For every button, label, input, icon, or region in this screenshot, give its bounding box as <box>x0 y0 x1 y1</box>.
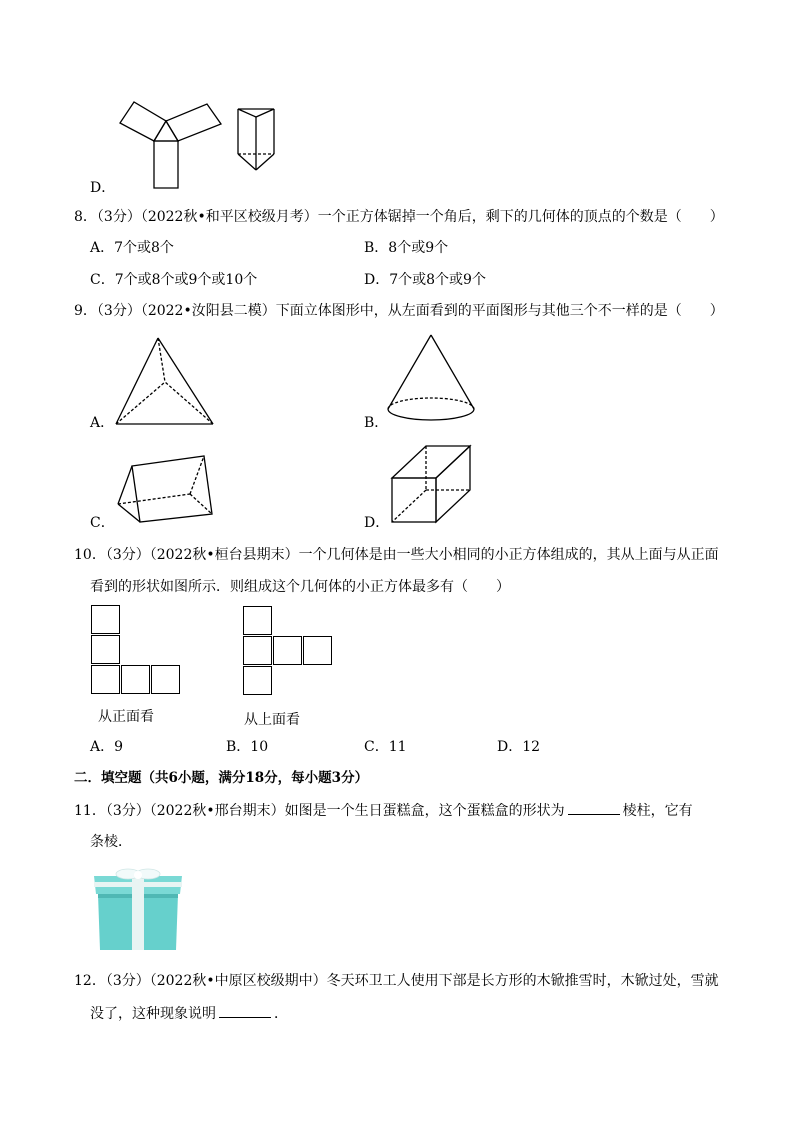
front-view-cell <box>91 635 120 664</box>
section-2-title: 二．填空题（共6小题，满分18分，每小题3分） <box>74 770 369 786</box>
front-view-cell <box>91 665 120 694</box>
q9-option-b-cone-figure <box>385 333 477 425</box>
q10-front-view-caption: 从正面看 <box>98 709 154 725</box>
q10-top-view-grid <box>243 606 334 697</box>
q10-stem-line2: 看到的形状如图所示．则组成这个几何体的小正方体最多有（ ） <box>90 579 510 595</box>
q12-stem-part2: ． <box>274 1006 288 1022</box>
front-view-cell <box>151 665 180 694</box>
front-view-cell <box>121 665 150 694</box>
q10-front-view-grid <box>91 605 182 696</box>
q9-option-c-label: C． <box>90 515 115 531</box>
q12-answer-blank <box>219 1003 271 1018</box>
top-view-cell <box>273 636 302 665</box>
q9-option-a-pyramid-figure <box>113 336 215 428</box>
q10-option-d: D．12 <box>497 739 541 755</box>
q11-stem-part2: 棱柱，它有 <box>622 803 693 819</box>
q9-option-c-prism-figure <box>116 454 216 526</box>
q11-answer-blank <box>568 800 620 815</box>
q10-top-view-caption: 从上面看 <box>244 712 300 728</box>
q10-option-b: B．10 <box>226 739 269 755</box>
q10-stem-line1: 10．（3分）（2022秋•桓台县期末）一个几何体是由一些大小相同的小正方体组成的，其从上面与从正面 <box>74 547 719 563</box>
q8-stem: 8．（3分）（2022秋•和平区校级月考）一个正方体锯掉一个角后，剩下的几何体的顶点的个数是（ ） <box>74 209 724 225</box>
q8-option-d: D．7个或8个或9个 <box>364 272 486 288</box>
top-view-cell <box>243 636 272 665</box>
q8-option-c: C．7个或8个或9个或10个 <box>90 272 258 288</box>
q8-option-a: A．7个或8个 <box>90 240 174 256</box>
q10-option-c: C．11 <box>364 739 407 755</box>
top-view-cell <box>243 606 272 635</box>
q11-stem-line2: 条棱． <box>90 834 132 850</box>
q12-stem-line2 <box>90 1003 288 1024</box>
q7-option-d-prism-figure <box>234 104 282 174</box>
q7-option-d-net-figure <box>110 96 230 192</box>
top-view-cell <box>243 666 272 695</box>
q11-gift-box-image <box>92 866 184 952</box>
q9-option-d-cuboid-figure <box>390 444 474 526</box>
q7-option-d-label: D． <box>90 180 116 196</box>
q11-stem-line1 <box>74 800 693 821</box>
q12-stem-part1: 没了，这种现象说明 <box>90 1006 216 1022</box>
q8-option-b: B．8个或9个 <box>364 240 449 256</box>
q9-stem: 9．（3分）（2022•汝阳县二模）下面立体图形中，从左面看到的平面图形与其他三个不一样的是（ ） <box>74 303 724 319</box>
front-view-cell <box>91 605 120 634</box>
q11-stem-part1: 11．（3分）（2022秋•邢台期末）如图是一个生日蛋糕盒，这个蛋糕盒的形状为 <box>74 803 565 819</box>
q9-option-a-label: A． <box>90 415 115 431</box>
q10-option-a: A．9 <box>90 739 124 755</box>
q9-option-b-label: B． <box>364 415 389 431</box>
top-view-cell <box>303 636 332 665</box>
q12-stem-line1: 12．（3分）（2022秋•中原区校级期中）冬天环卫工人使用下部是长方形的木锨推雪时，木锨过处，雪就 <box>74 973 719 989</box>
q9-option-d-label: D． <box>364 515 390 531</box>
